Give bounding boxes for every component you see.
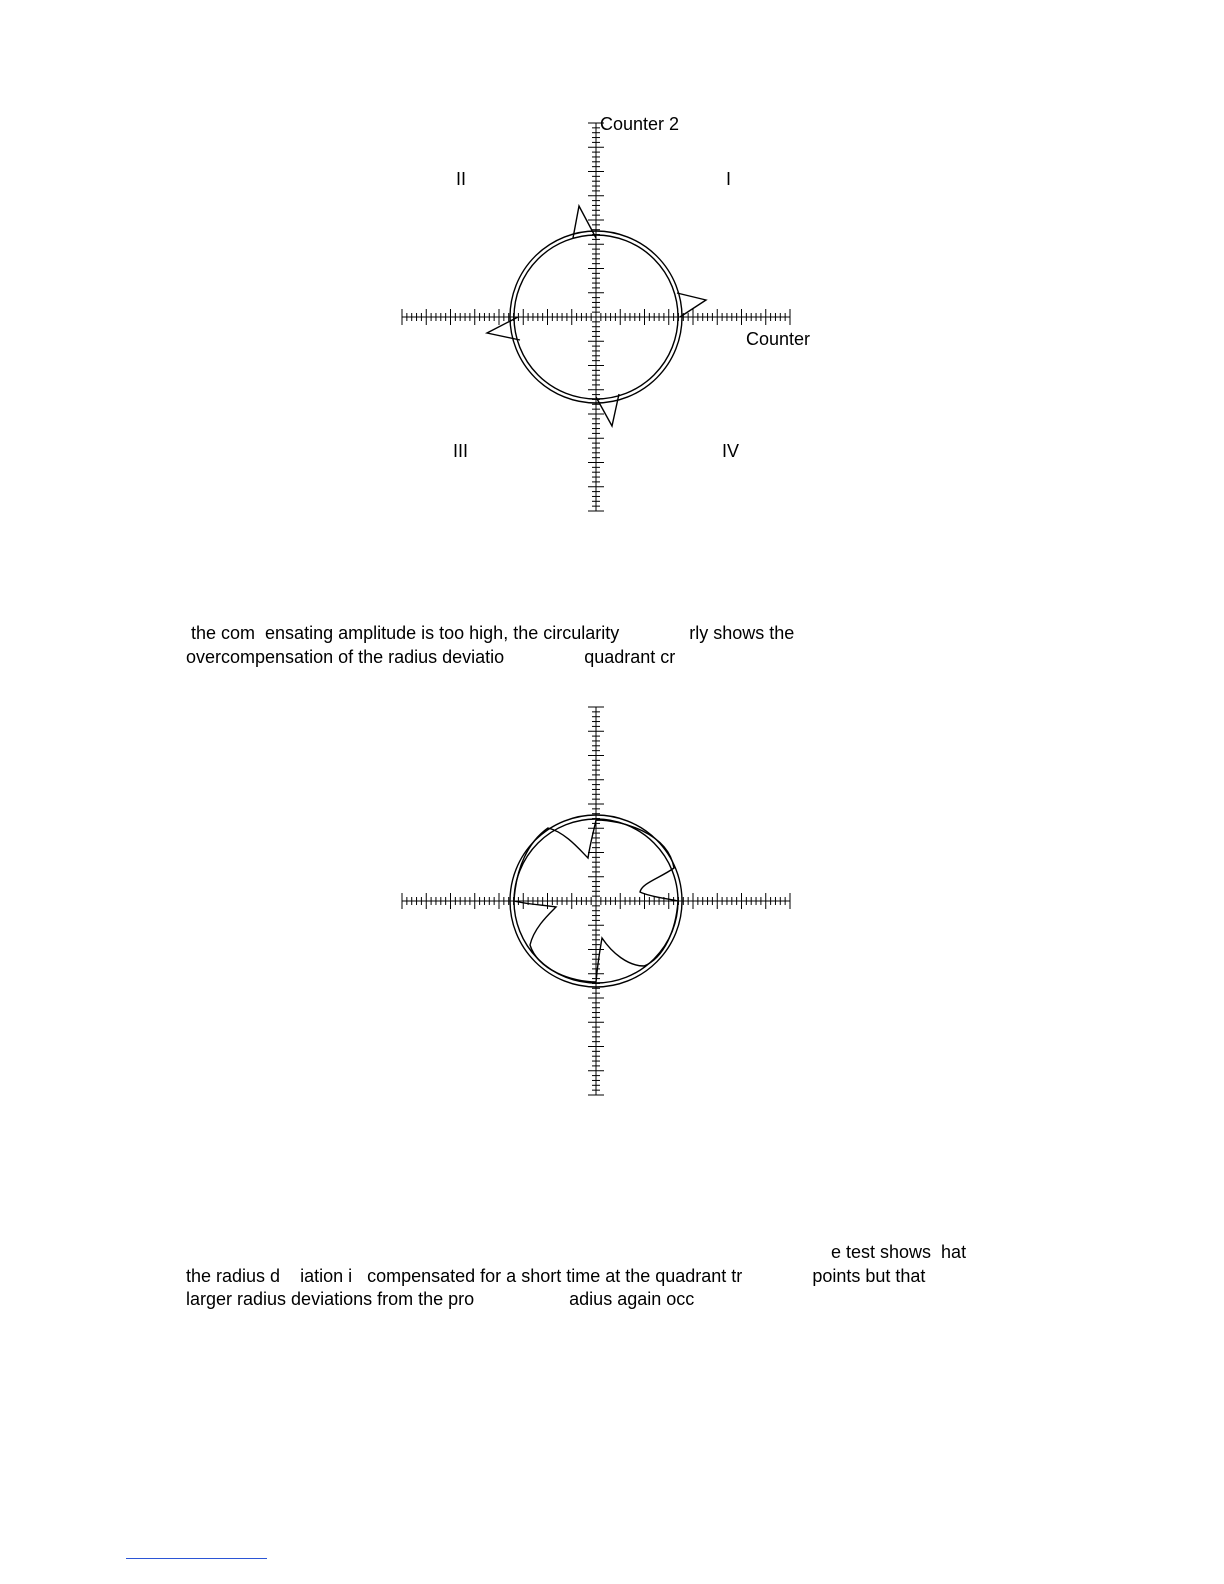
paragraph-2-line-2: the radius d iation i compensated for a short time at the quadrant tr points but that	[186, 1266, 926, 1286]
y-axis	[588, 707, 604, 1095]
footnote-separator	[126, 1558, 267, 1559]
quadrant-label-4: IV	[722, 441, 740, 461]
paragraph-2-line-3: larger radius deviations from the pro adius again occ	[186, 1289, 695, 1309]
axis-label-counter: Counter	[746, 329, 811, 349]
axis-label-counter-2: Counter 2	[600, 114, 680, 134]
paragraph-2-line-1: e test shows hat	[831, 1242, 967, 1262]
circularity-plot-2	[0, 690, 1224, 1110]
paragraph-1-line-1: the com ensating amplitude is too high, the circularity rly shows the	[186, 623, 795, 643]
quadrant-label-2: II	[456, 169, 467, 189]
quadrant-label-1: I	[726, 169, 732, 189]
circularity-plot-1	[0, 0, 1224, 560]
quadrant-label-3: III	[453, 441, 469, 461]
y-axis	[588, 123, 604, 511]
paragraph-1-line-2: overcompensation of the radius deviatio quadrant cr	[186, 647, 676, 667]
